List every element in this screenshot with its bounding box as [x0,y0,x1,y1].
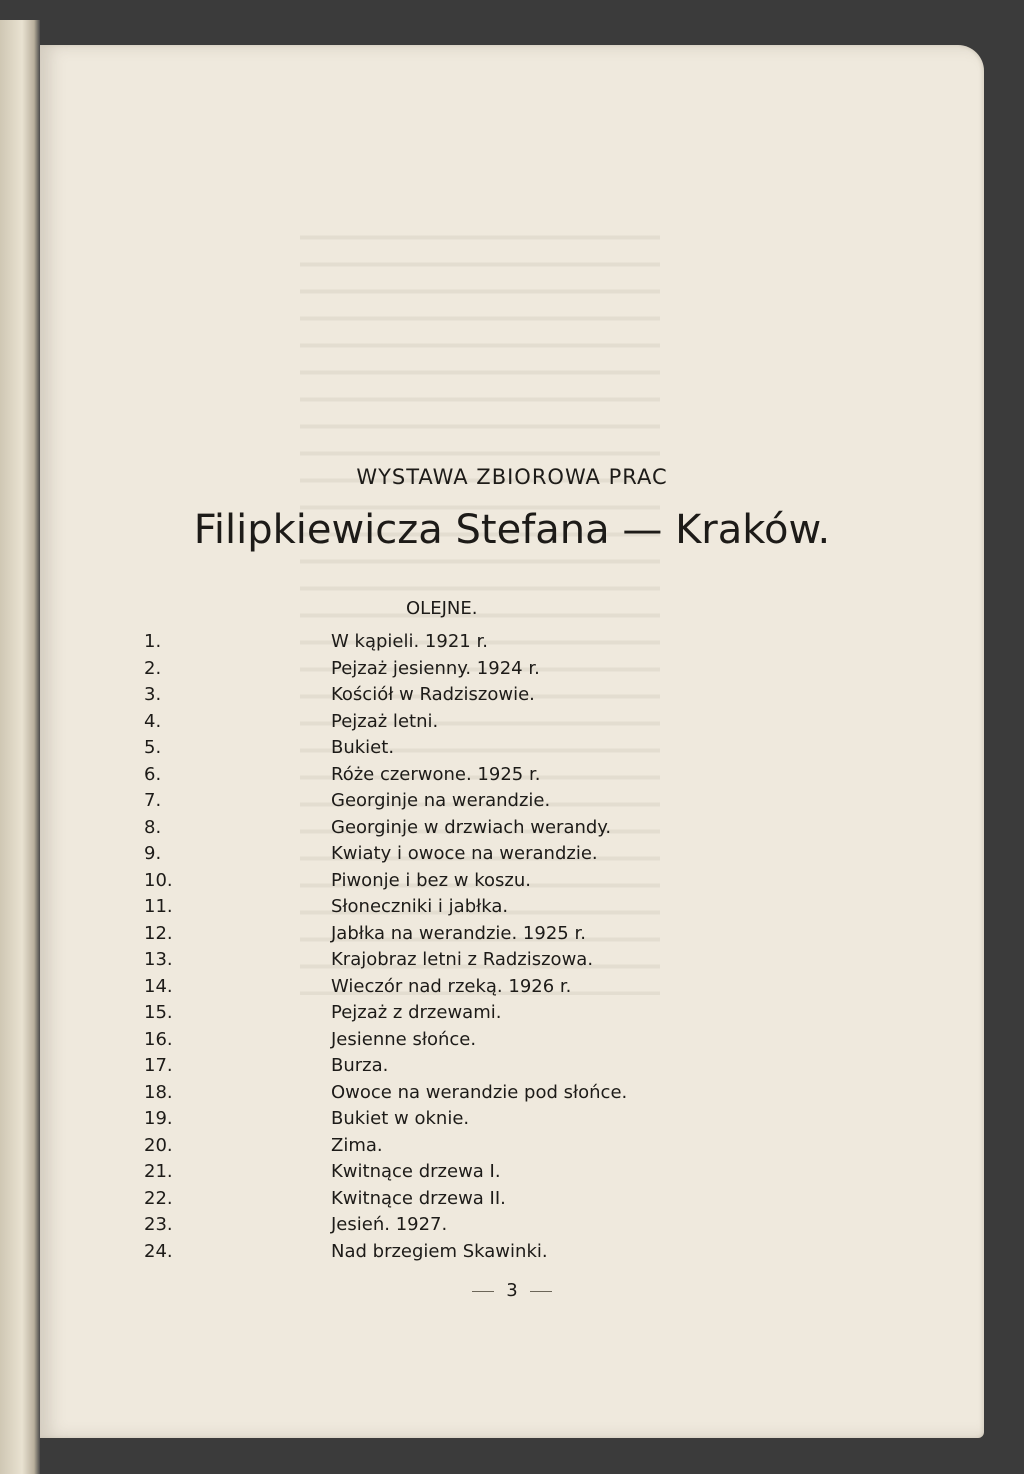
item-title: Piwonje i bez w koszu. [331,869,531,891]
item-title: Jesienne słońce. [331,1028,477,1050]
item-number: 22. [144,1187,173,1209]
item-number: 3. [144,684,162,705]
item-title: Georginje na werandzie. [331,790,551,811]
item-number: 13. [144,949,173,970]
list-item [40,1212,984,1239]
item-title: Bukiet w oknie. [331,1108,470,1129]
item-number: 18. [144,1081,173,1103]
list-item [40,735,984,762]
list-item [40,629,984,656]
item-number: 17. [144,1055,173,1076]
page-number [40,1280,984,1301]
exhibition-subtitle: WYSTAWA ZBIOROWA PRAC [356,465,668,489]
list-item [40,682,984,709]
item-title: Krajobraz letni z Radziszowa. [331,949,594,970]
list-item [40,868,984,895]
item-title: Kościół w Radziszowie. [331,684,535,705]
item-title: Jesień. 1927. [331,1214,448,1235]
item-number: 24. [144,1240,173,1262]
item-number: 23. [144,1214,173,1235]
section-heading: OLEJNE. [406,598,478,619]
item-number: 16. [144,1028,173,1050]
item-number: 12. [144,922,173,944]
item-title: Pejzaż jesienny. 1924 r. [331,657,540,679]
item-title: W kąpieli. 1921 r. [331,631,488,652]
list-item [40,788,984,815]
list-item [40,1239,984,1266]
list-item [40,1027,984,1054]
list-item [40,762,984,789]
item-title: Pejzaż z drzewami. [331,1002,502,1023]
artwork-list [40,629,984,1265]
artist-title: Filipkiewicza Stefana — Kraków. [193,507,831,553]
item-title: Bukiet. [331,737,395,758]
item-title: Nad brzegiem Skawinki. [331,1240,548,1262]
item-number: 4. [144,710,162,732]
list-item [40,1159,984,1186]
item-title: Kwiaty i owoce na werandzie. [331,843,598,864]
page-number-dash-left [472,1291,494,1292]
item-number: 5. [144,737,162,758]
item-number: 2. [144,657,162,679]
item-title: Jabłka na werandzie. 1925 r. [331,922,586,944]
item-number: 15. [144,1002,173,1023]
item-number: 19. [144,1108,173,1129]
list-item [40,1000,984,1027]
item-number: 7. [144,790,162,811]
previous-page-edge [0,20,40,1474]
page-number-value: 3 [506,1280,518,1301]
list-item [40,921,984,948]
item-title: Burza. [331,1055,389,1076]
list-item [40,1186,984,1213]
item-number: 21. [144,1161,173,1182]
item-title: Wieczór nad rzeką. 1926 r. [331,975,572,997]
item-number: 20. [144,1134,173,1156]
item-number: 6. [144,763,162,785]
list-item [40,841,984,868]
item-title: Zima. [331,1134,383,1156]
item-title: Róże czerwone. 1925 r. [331,763,541,785]
list-item [40,815,984,842]
item-number: 9. [144,843,162,864]
list-item [40,1133,984,1160]
item-title: Kwitnące drzewa I. [331,1161,501,1182]
item-number: 10. [144,869,173,891]
page-number-dash-right [530,1291,552,1292]
item-title: Słoneczniki i jabłka. [331,896,509,917]
list-item [40,1080,984,1107]
item-number: 14. [144,975,173,997]
item-number: 1. [144,631,162,652]
list-item [40,1053,984,1080]
item-number: 11. [144,896,173,917]
catalog-page [40,45,984,1438]
list-item [40,656,984,683]
item-title: Owoce na werandzie pod słońce. [331,1081,628,1103]
list-item [40,974,984,1001]
item-number: 8. [144,816,162,838]
item-title: Georginje w drzwiach werandy. [331,816,612,838]
item-title: Pejzaż letni. [331,710,439,732]
list-item [40,947,984,974]
list-item [40,894,984,921]
list-item [40,709,984,736]
item-title: Kwitnące drzewa II. [331,1187,506,1209]
list-item [40,1106,984,1133]
